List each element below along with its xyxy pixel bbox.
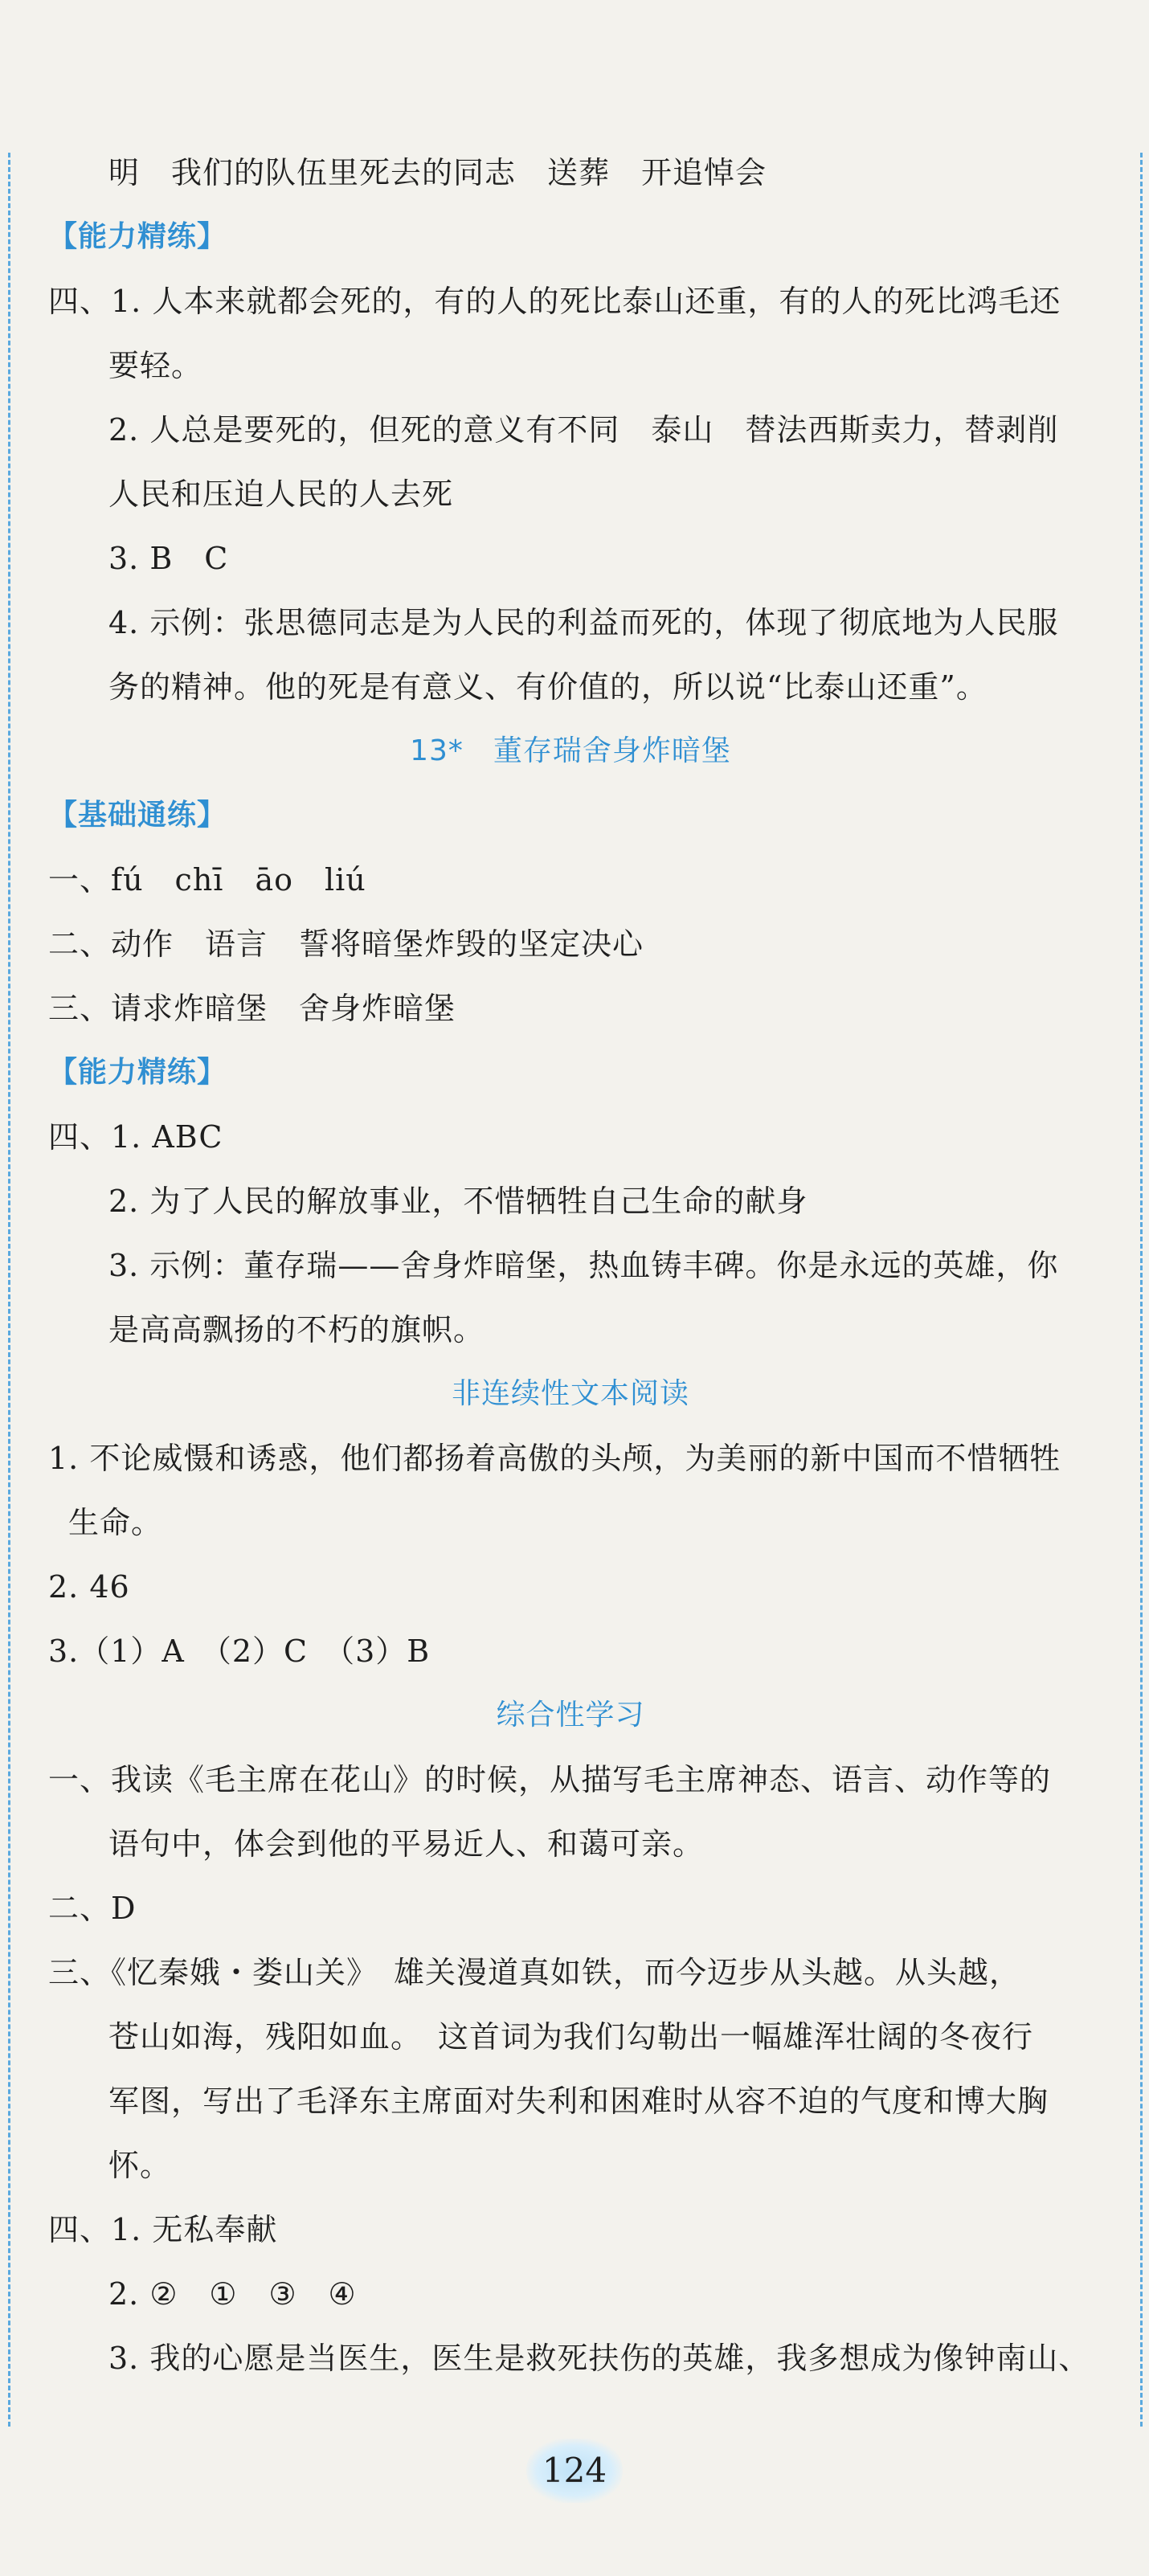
text-line: 2. 46 <box>48 1569 130 1605</box>
text-line: 四、1. 无私奉献 <box>48 2212 278 2247</box>
left-dashed-border <box>8 153 10 2427</box>
content-area <box>48 145 1093 2394</box>
text-line: 2. 人总是要死的，但死的意义有不同 泰山 替法西斯卖力，替剥削 <box>108 412 1059 448</box>
section-heading-ability: 【能力精练】 <box>48 220 227 253</box>
text-line: 三、请求炸暗堡 舍身炸暗堡 <box>48 991 456 1026</box>
text-line: 2. 为了人民的解放事业，不惜牺牲自己生命的献身 <box>108 1184 808 1219</box>
lesson-title: 13* 董存瑞舍身炸暗堡 <box>410 734 731 767</box>
text-line: 3. B C <box>108 541 229 576</box>
text-line: 2. ② ① ③ ④ <box>108 2276 357 2312</box>
text-line: 3.（1）A （2）C （3）B <box>48 1634 431 1669</box>
text-line: 二、D <box>48 1891 137 1926</box>
text-line: 3. 我的心愿是当医生，医生是救死扶伤的英雄，我多想成为像钟南山、 <box>108 2341 1090 2376</box>
text-line: 语句中，体会到他的平易近人、和蔼可亲。 <box>108 1826 705 1862</box>
text-line: 怀。 <box>108 2148 172 2183</box>
text-line: 三、《忆秦娥・娄山关》 雄关漫道真如铁，而今迈步从头越。从头越， <box>48 1955 1021 1990</box>
text-line: 一、fú chī āo liú <box>48 862 366 898</box>
text-line: 要轻。 <box>108 348 203 383</box>
text-line: 1. 不论威慑和诱惑，他们都扬着高傲的头颅，为美丽的新中国而不惜牺牲 <box>48 1441 1061 1476</box>
text-line: 人民和压迫人民的人去死 <box>108 476 454 512</box>
section-heading-ability: 【能力精练】 <box>48 1056 227 1089</box>
text-line: 生命。 <box>68 1505 163 1540</box>
text-line: 3. 示例：董存瑞——舍身炸暗堡，热血铸丰碑。你是永远的英雄，你 <box>108 1248 1059 1283</box>
text-line: 4. 示例：张思德同志是为人民的利益而死的，体现了彻底地为人民服 <box>108 605 1059 640</box>
section-title-noncontinuous: 非连续性文本阅读 <box>451 1377 689 1410</box>
right-dashed-border <box>1140 153 1143 2427</box>
text-line: 二、动作 语言 誓将暗堡炸毁的坚定决心 <box>48 926 644 962</box>
page-number: 124 <box>526 2439 623 2503</box>
text-line: 一、我读《毛主席在花山》的时候，从描写毛主席神态、语言、动作等的 <box>48 1762 1052 1797</box>
text-line: 四、1. ABC <box>48 1119 223 1155</box>
text-line: 苍山如海，残阳如血。 这首词为我们勾勒出一幅雄浑壮阔的冬夜行 <box>108 2019 1034 2055</box>
text-line: 是高高飘扬的不朽的旗帜。 <box>108 1312 485 1347</box>
text-line: 军图，写出了毛泽东主席面对失利和困难时从容不迫的气度和博大胸 <box>108 2083 1049 2119</box>
text-line: 务的精神。他的死是有意义、有价值的，所以说“比泰山还重”。 <box>108 669 987 705</box>
section-heading-basic: 【基础通练】 <box>48 799 227 832</box>
text-line: 四、1. 人本来就都会死的，有的人的死比泰山还重，有的人的死比鸿毛还 <box>48 284 1061 319</box>
text-line: 明 我们的队伍里死去的同志 送葬 开追悼会 <box>108 155 767 190</box>
section-title-comprehensive: 综合性学习 <box>496 1699 645 1732</box>
